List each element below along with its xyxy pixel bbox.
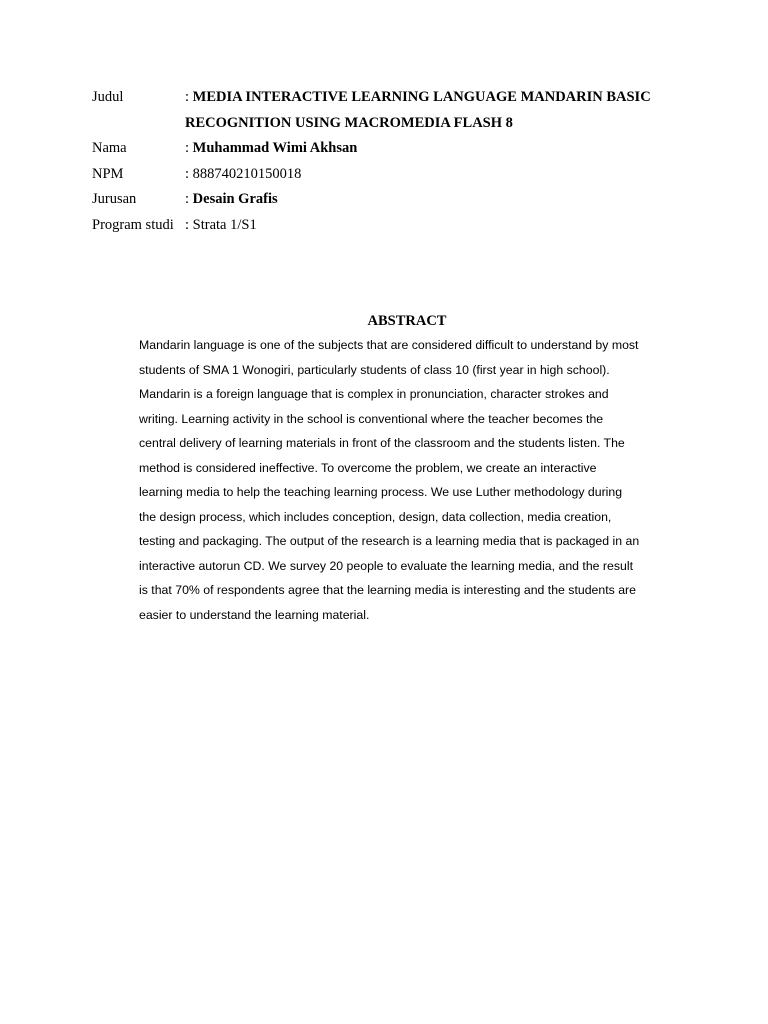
jurusan-colon: : bbox=[185, 191, 193, 207]
abstract-line: testing and packaging. The output of the research is a learning media that is packaged in an bbox=[139, 534, 640, 548]
nama-value bbox=[185, 136, 357, 162]
nama-text: Muhammad Wimi Akhsan bbox=[192, 140, 358, 156]
judul-title-line2: RECOGNITION USING MACROMEDIA FLASH 8 bbox=[185, 114, 513, 131]
abstract-line: learning media to help the teaching learning process. We use Luther methodology during bbox=[139, 485, 623, 499]
abstract-line: method is considered ineffective. To overcome the problem, we create an interactive bbox=[139, 460, 597, 475]
abstract-line: easier to understand the learning material. bbox=[139, 607, 370, 622]
jurusan-text: Desain Grafis bbox=[192, 191, 278, 207]
program-studi-label: Program studi bbox=[92, 216, 174, 233]
abstract-line: central delivery of learning materials in front of the classroom and the students listen. The bbox=[139, 436, 625, 450]
abstract-line: Mandarin is a foreign language that is complex in pronunciation, character strokes and bbox=[139, 387, 609, 401]
abstract-line: Mandarin language is one of the subjects that are considered difficult to understand by most bbox=[139, 338, 639, 352]
thesis-metadata bbox=[92, 85, 692, 238]
jurusan-value bbox=[185, 187, 278, 213]
abstract-body bbox=[139, 333, 684, 627]
program-studi-value: : Strata 1/S1 bbox=[185, 216, 257, 233]
program-studi-row bbox=[92, 213, 692, 239]
judul-title-line1: MEDIA INTERACTIVE LEARNING LANGUAGE MANDARIN BASIC bbox=[192, 89, 651, 105]
judul-value bbox=[185, 85, 651, 111]
jurusan-row bbox=[92, 187, 692, 213]
abstract-line: writing. Learning activity in the school is conventional where the teacher becomes the bbox=[139, 411, 604, 426]
npm-label: NPM bbox=[92, 165, 124, 182]
judul-row-continued bbox=[92, 111, 692, 137]
nama-colon: : bbox=[185, 140, 193, 156]
judul-colon: : bbox=[185, 89, 193, 105]
judul-row bbox=[92, 85, 692, 111]
npm-row bbox=[92, 162, 692, 188]
abstract-line: students of SMA 1 Wonogiri, particularly students of class 10 (first year in high school). bbox=[139, 362, 610, 377]
jurusan-label: Jurusan bbox=[92, 191, 137, 207]
nama-row bbox=[92, 136, 692, 162]
abstract-line: interactive autorun CD. We survey 20 people to evaluate the learning media, and the result bbox=[139, 558, 633, 573]
abstract-line: the design process, which includes conception, design, data collection, media creation, bbox=[139, 509, 612, 524]
abstract-line: is that 70% of respondents agree that the learning media is interesting and the students are bbox=[139, 583, 636, 597]
npm-value: : 888740210150018 bbox=[185, 165, 302, 182]
abstract-heading: ABSTRACT bbox=[367, 313, 447, 329]
judul-label: Judul bbox=[92, 89, 124, 105]
nama-label: Nama bbox=[92, 140, 127, 156]
